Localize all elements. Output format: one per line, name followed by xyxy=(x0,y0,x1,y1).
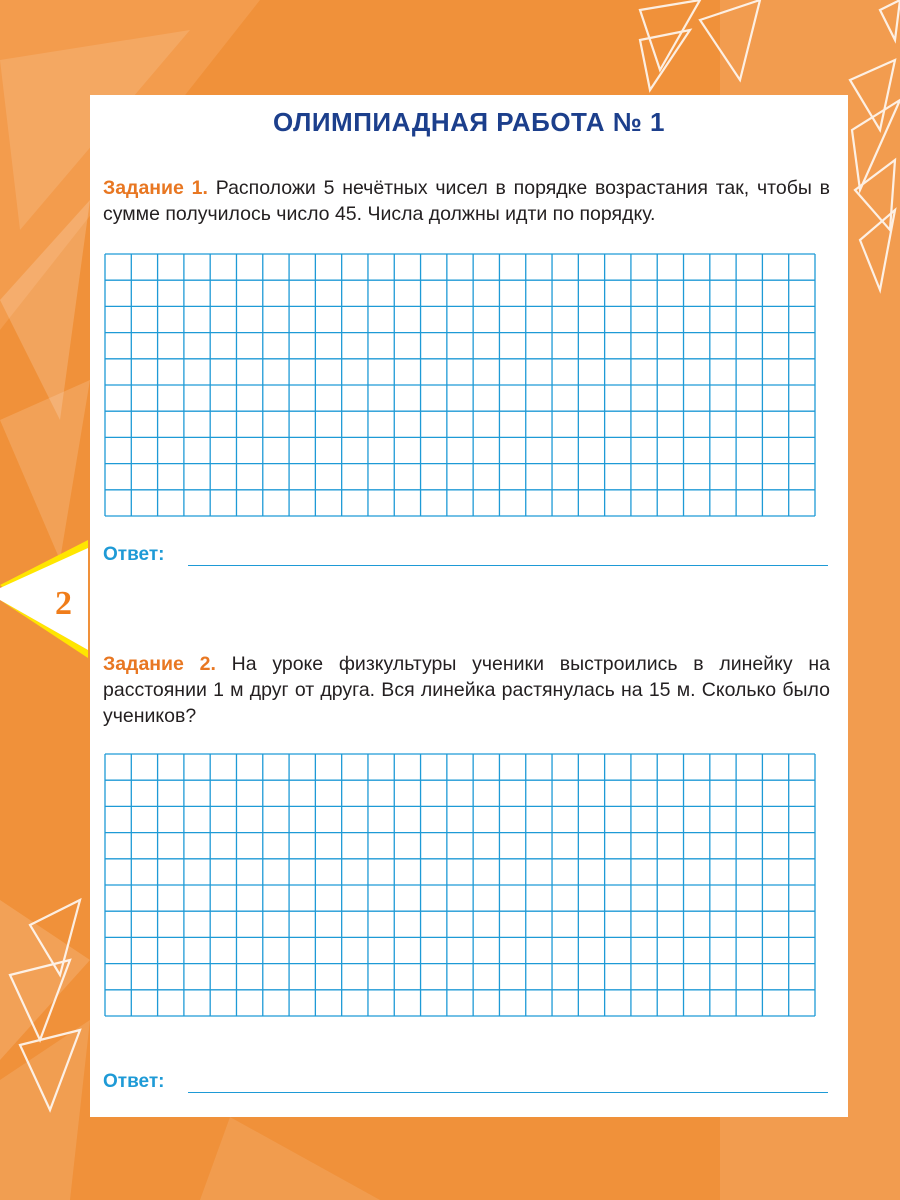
worksheet-page xyxy=(90,95,848,1117)
task-2-answer-grid[interactable] xyxy=(104,753,816,1017)
task-1-answer xyxy=(103,542,830,572)
task-1-answer-label: Ответ: xyxy=(103,544,165,565)
task-1-answer-grid[interactable] xyxy=(104,253,816,517)
task-2-label: Задание 2. xyxy=(103,653,216,675)
task-1 xyxy=(103,175,830,227)
task-1-label: Задание 1. xyxy=(103,177,208,199)
task-2-answer xyxy=(103,1069,830,1099)
task-2-answer-label: Ответ: xyxy=(103,1071,165,1092)
task-1-text: Расположи 5 нечётных чисел в порядке возрастания так, чтобы в сумме получилось число 45. Числа должны идти по порядку. xyxy=(103,177,831,225)
task-2-answer-line[interactable] xyxy=(188,1092,828,1093)
task-1-answer-line[interactable] xyxy=(188,565,828,566)
task-2-text: На уроке физкультуры ученики выстроились в линейку на расстоянии 1 м друг от друга. Вся линейка растянулась на 15 м. Сколько было учеников? xyxy=(103,653,830,727)
page-number: 2 xyxy=(55,585,72,622)
page-title: ОЛИМПИАДНАЯ РАБОТА № 1 xyxy=(273,107,665,137)
task-2 xyxy=(103,651,830,729)
